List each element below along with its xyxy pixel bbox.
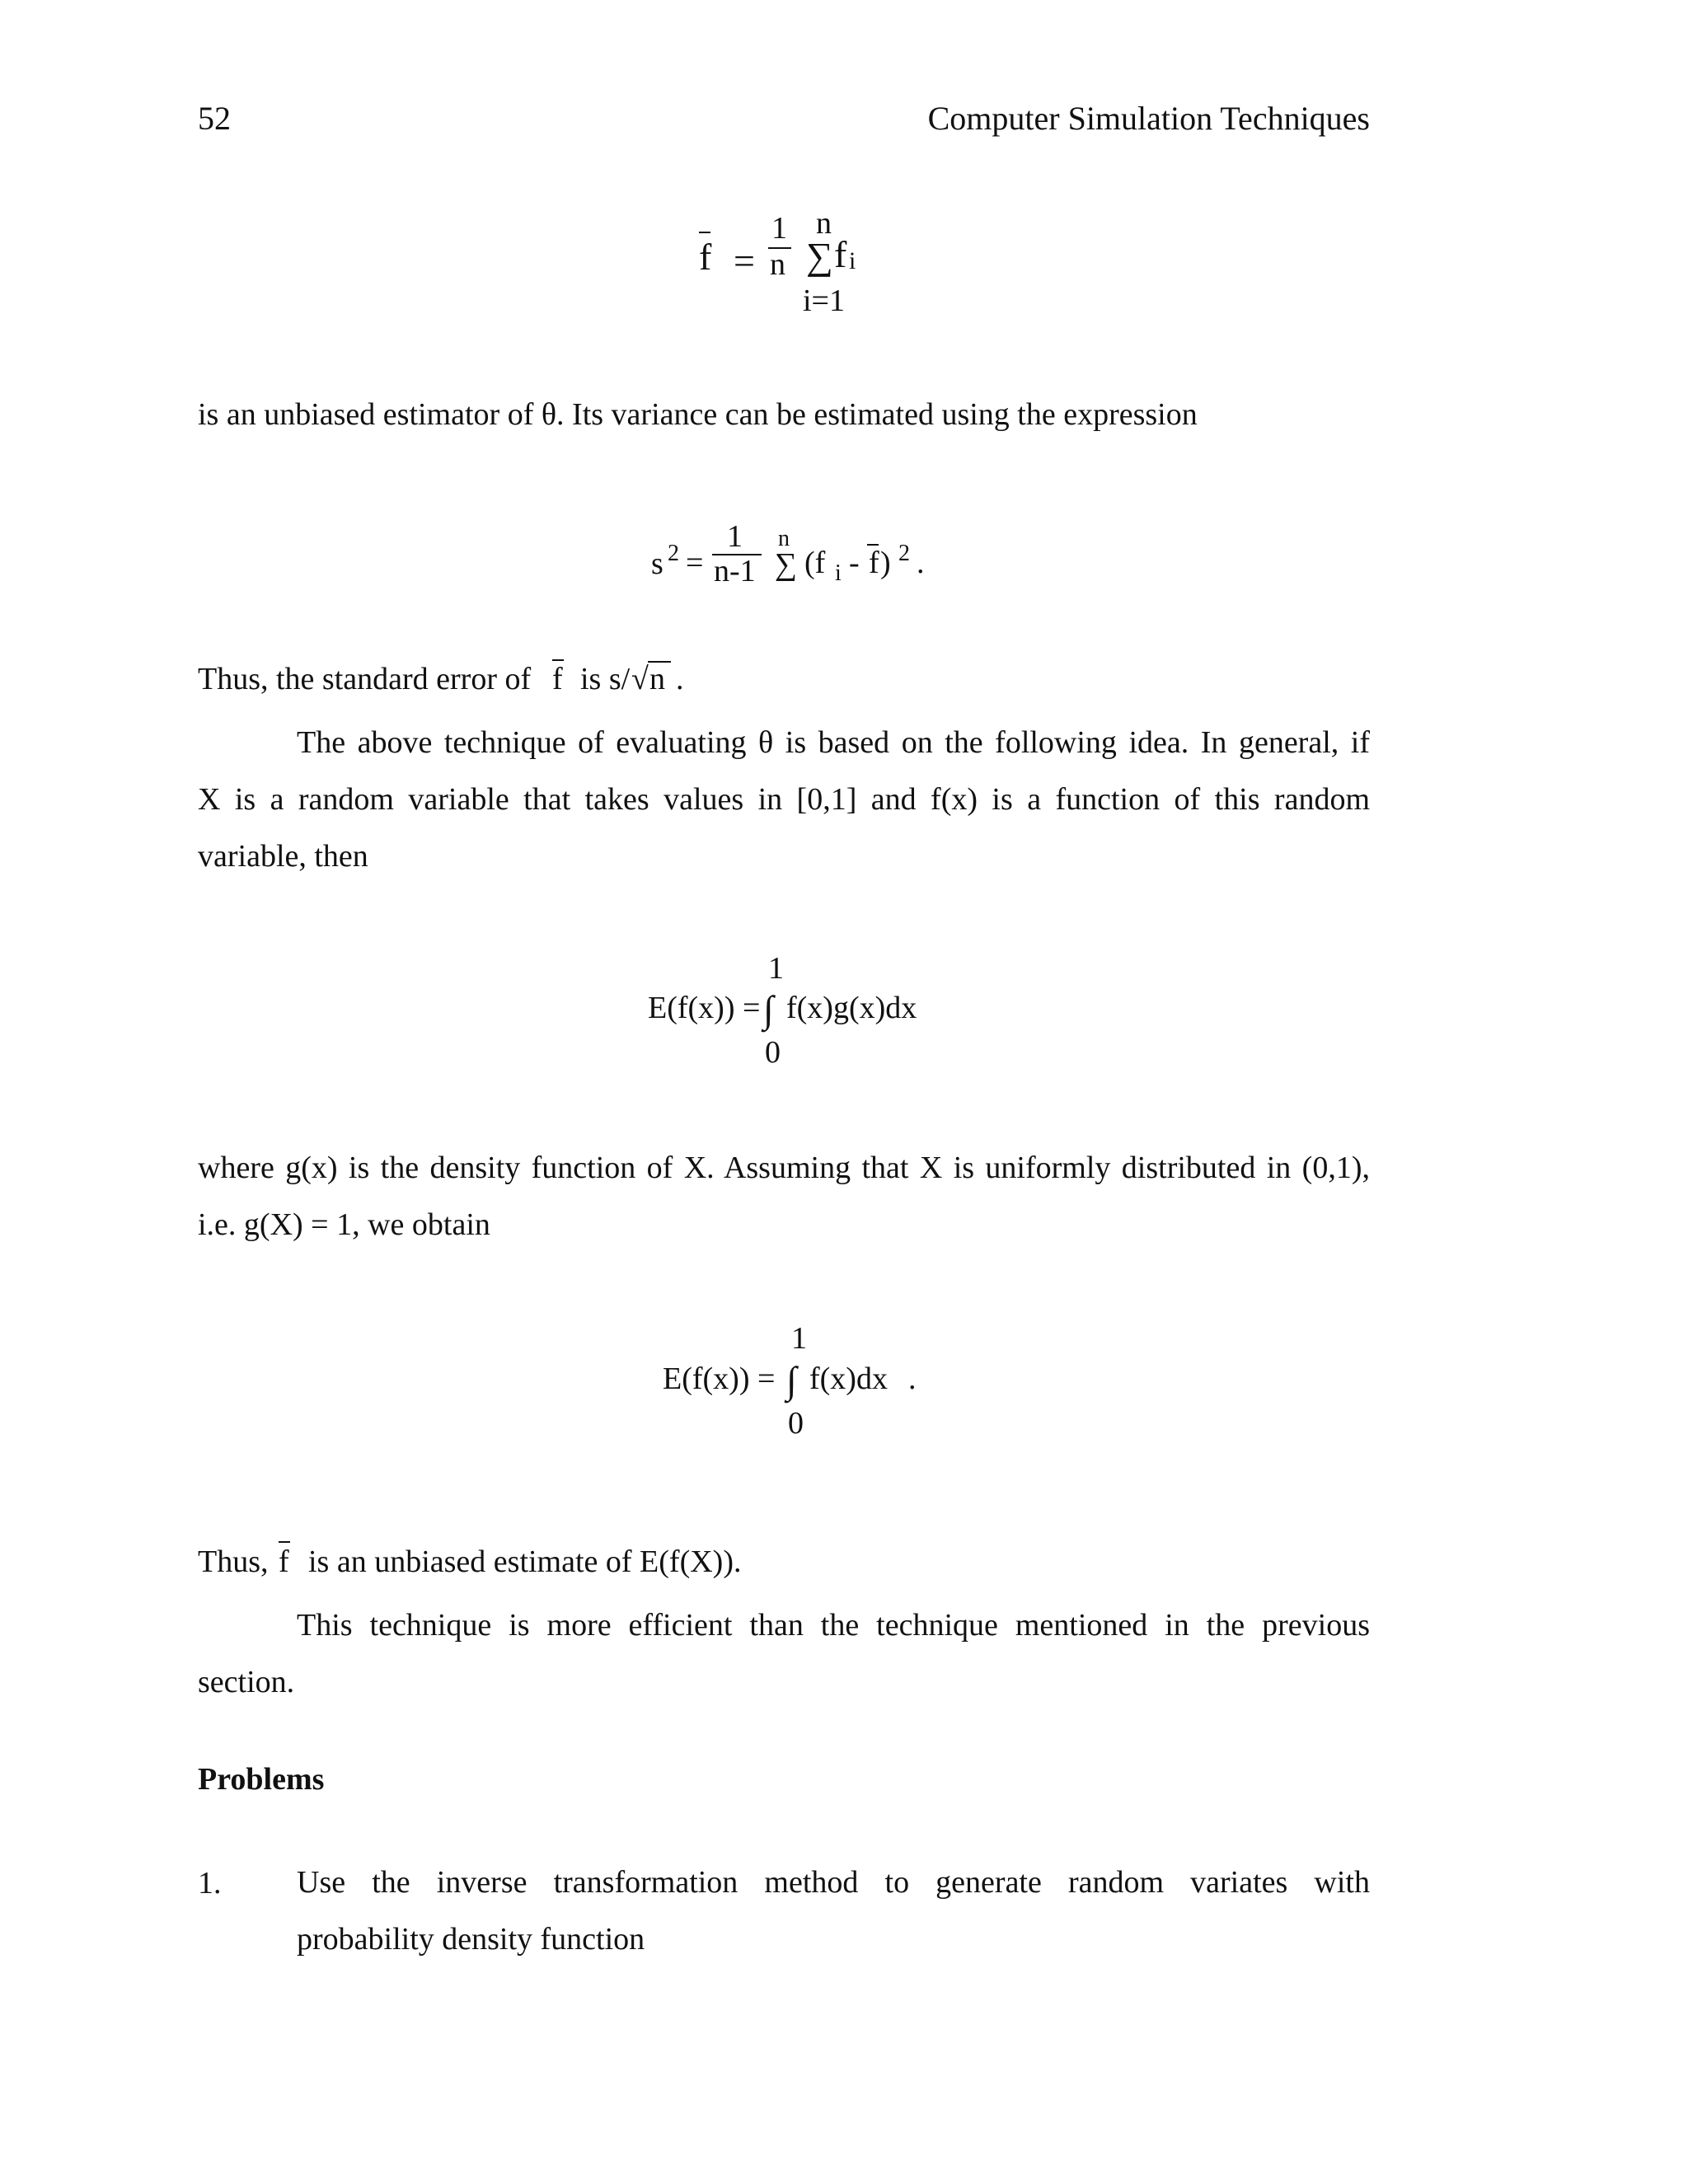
paragraph-unbiased-estimator: is an unbiased estimator of θ. Its variance can be estimated using the expression [198,397,1198,432]
eq2-frac-den: n-1 [714,554,756,588]
eq2-sub-i: i [835,560,842,586]
eq2-close: ) [880,546,891,580]
eq2-fbar: f [869,546,879,580]
page-number: 52 [198,100,231,137]
eq2-period: . [917,546,925,580]
eq3-integrand: f(x)g(x)dx [786,991,917,1025]
paragraph-technique-idea [198,715,1370,885]
para4-line-1: where g(x) is the density function of X. Assuming that X is uniformly distributed in (0,1), [198,1151,1370,1185]
problem-text [297,1854,1370,1968]
para3-line-2: X is a random variable that takes values in [0,1] and f(x) is a function of this random [198,782,1370,817]
para2-pre: Thus, the standard error of [198,662,532,696]
paragraph-uniform-assumption [198,1140,1370,1254]
eq2-lhs-sup: 2 [668,541,679,566]
problem-number: 1. [198,1866,222,1900]
eq2-minus: - [849,546,860,580]
eq1-sum-upper: n [816,206,832,241]
integral-icon: ∫ [763,988,774,1030]
eq3-upper: 1 [768,951,784,986]
para5-post: is an unbiased estimate of E(f(X)). [308,1544,742,1579]
para3-line-1: The above technique of evaluating θ is based on the following idea. In general, if [297,725,1370,760]
eq1-term: f [834,233,847,275]
eq3-lower: 0 [765,1035,781,1070]
eq2-frac-num: 1 [727,519,743,554]
eq2-open: (f [804,546,826,580]
eq2-sup2: 2 [898,541,910,566]
eq3-lhs: E(f(x)) = [648,991,761,1025]
eq1-lhs: f [699,236,712,278]
section-heading-problems: Problems [198,1762,325,1797]
running-header-title: Computer Simulation Techniques [927,100,1370,137]
eq1-sum-icon: ∑ [806,235,833,277]
eq1-term-sub: i [849,247,856,274]
eq2-equals: = [686,546,704,580]
eq2-lhs: s [651,546,663,581]
eq1-frac-num: 1 [771,211,787,246]
para4-line-2: i.e. g(X) = 1, we obtain [198,1207,490,1242]
eq1-sum-lower: i=1 [803,284,845,318]
para5-fbar: f [279,1544,289,1579]
eq2-sum-icon: ∑ [775,547,798,582]
eq4-lower: 0 [788,1406,804,1441]
para2-n: n [649,662,665,696]
eq2-sum-upper: n [778,526,790,551]
para2-post: . [676,662,684,696]
integral-icon-2: ∫ [786,1359,797,1401]
para3-line-3: variable, then [198,839,368,874]
paragraph-efficiency [198,1597,1370,1711]
para5-pre: Thus, [198,1544,269,1579]
eq1-equals: = [734,240,755,282]
para2-fbar: f [552,662,563,696]
radical-icon: √ [631,662,649,696]
eq4-lhs: E(f(x)) = [663,1361,776,1396]
eq4-period: . [908,1361,917,1396]
problem-1-line-1: Use the inverse transformation method to generate random variates with [297,1865,1370,1900]
eq4-upper: 1 [791,1321,807,1356]
eq1-frac-den: n [770,247,785,282]
eq4-integrand: f(x)dx [809,1361,888,1396]
para2-mid: is s/ [580,662,631,696]
para6-line-1: This technique is more efficient than the technique mentioned in the previous [297,1608,1370,1643]
para6-line-2: section. [198,1665,295,1699]
problem-1-line-2: probability density function [297,1922,645,1957]
